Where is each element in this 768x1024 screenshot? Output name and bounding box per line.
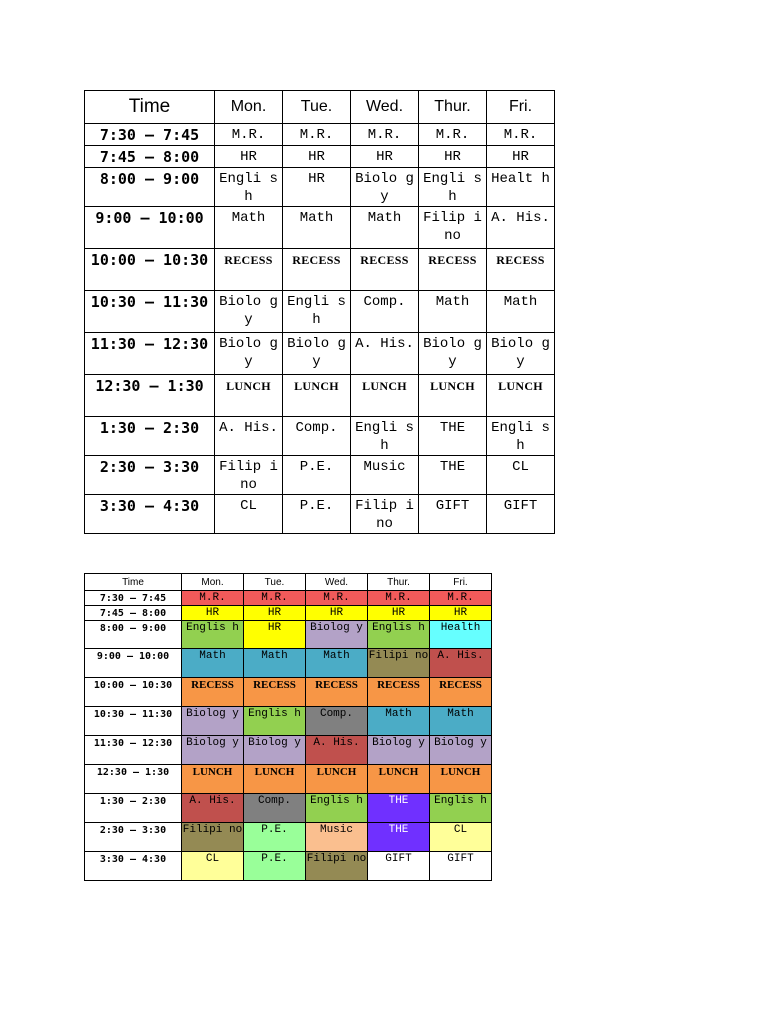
- header-thu: Thur.: [368, 574, 430, 591]
- table-row: [85, 794, 492, 823]
- subject-cell: RECESS: [430, 678, 492, 707]
- subject-cell: LUNCH: [368, 765, 430, 794]
- subject-cell: M.R.: [487, 124, 555, 146]
- table-row: [85, 375, 555, 417]
- time-slot: 12:30 – 1:30: [85, 765, 182, 794]
- table-row: [85, 606, 492, 621]
- table-row: [85, 736, 492, 765]
- subject-cell: GIFT: [487, 495, 555, 534]
- table-row: [85, 168, 555, 207]
- subject-cell: P.E.: [283, 456, 351, 495]
- subject-cell: Math: [306, 649, 368, 678]
- table-row: [85, 852, 492, 881]
- time-slot: 3:30 – 4:30: [85, 852, 182, 881]
- table-row: [85, 765, 492, 794]
- subject-cell: Math: [182, 649, 244, 678]
- subject-cell: Filipi no: [306, 852, 368, 881]
- header-fri: Fri.: [487, 91, 555, 124]
- subject-cell: Math: [419, 291, 487, 333]
- subject-cell: M.R.: [306, 591, 368, 606]
- subject-cell: CL: [430, 823, 492, 852]
- subject-cell: A. His.: [487, 207, 555, 249]
- subject-cell: RECESS: [283, 249, 351, 291]
- subject-cell: M.R.: [244, 591, 306, 606]
- header-time: Time: [85, 91, 215, 124]
- table-header-row: [85, 91, 555, 124]
- table-header-row: [85, 574, 492, 591]
- time-slot: 8:00 – 9:00: [85, 621, 182, 649]
- time-slot: 2:30 – 3:30: [85, 823, 182, 852]
- subject-cell: M.R.: [215, 124, 283, 146]
- subject-cell: Engli sh: [419, 168, 487, 207]
- time-slot: 2:30 – 3:30: [85, 456, 215, 495]
- time-slot: 1:30 – 2:30: [85, 417, 215, 456]
- subject-cell: A. His.: [182, 794, 244, 823]
- subject-cell: Comp.: [244, 794, 306, 823]
- subject-cell: Englis h: [430, 794, 492, 823]
- table-row: [85, 146, 555, 168]
- subject-cell: HR: [368, 606, 430, 621]
- subject-cell: Biolog y: [306, 621, 368, 649]
- subject-cell: Filipi no: [182, 823, 244, 852]
- subject-cell: LUNCH: [283, 375, 351, 417]
- subject-cell: HR: [487, 146, 555, 168]
- subject-cell: Comp.: [306, 707, 368, 736]
- table-row: [85, 678, 492, 707]
- table-row: [85, 707, 492, 736]
- subject-cell: Biolo gy: [351, 168, 419, 207]
- subject-cell: HR: [215, 146, 283, 168]
- subject-cell: Biolo gy: [215, 333, 283, 375]
- subject-cell: P.E.: [244, 823, 306, 852]
- subject-cell: Filip ino: [215, 456, 283, 495]
- table-row: [85, 333, 555, 375]
- table-row: [85, 249, 555, 291]
- header-wed: Wed.: [306, 574, 368, 591]
- subject-cell: HR: [419, 146, 487, 168]
- subject-cell: Music: [306, 823, 368, 852]
- subject-cell: Englis h: [306, 794, 368, 823]
- table-row: [85, 291, 555, 333]
- subject-cell: RECESS: [244, 678, 306, 707]
- subject-cell: Englis h: [368, 621, 430, 649]
- time-slot: 7:30 – 7:45: [85, 124, 215, 146]
- time-slot: 11:30 – 12:30: [85, 736, 182, 765]
- subject-cell: Biolog y: [244, 736, 306, 765]
- subject-cell: LUNCH: [182, 765, 244, 794]
- table-row: [85, 495, 555, 534]
- time-slot: 7:45 – 8:00: [85, 606, 182, 621]
- table-row: [85, 591, 492, 606]
- subject-cell: RECESS: [419, 249, 487, 291]
- subject-cell: Engli sh: [487, 417, 555, 456]
- subject-cell: LUNCH: [419, 375, 487, 417]
- time-slot: 8:00 – 9:00: [85, 168, 215, 207]
- subject-cell: A. His.: [351, 333, 419, 375]
- subject-cell: A. His.: [306, 736, 368, 765]
- table-row: [85, 621, 492, 649]
- subject-cell: THE: [419, 417, 487, 456]
- table-row: [85, 207, 555, 249]
- schedule-table-plain: [84, 90, 555, 534]
- subject-cell: Math: [368, 707, 430, 736]
- header-tue: Tue.: [244, 574, 306, 591]
- schedule-table-colored: [84, 573, 492, 881]
- subject-cell: HR: [244, 606, 306, 621]
- subject-cell: M.R.: [419, 124, 487, 146]
- subject-cell: M.R.: [430, 591, 492, 606]
- header-mon: Mon.: [215, 91, 283, 124]
- subject-cell: Math: [244, 649, 306, 678]
- subject-cell: Math: [430, 707, 492, 736]
- subject-cell: Math: [487, 291, 555, 333]
- table-row: [85, 823, 492, 852]
- time-slot: 3:30 – 4:30: [85, 495, 215, 534]
- header-tue: Tue.: [283, 91, 351, 124]
- header-mon: Mon.: [182, 574, 244, 591]
- subject-cell: Biolog y: [430, 736, 492, 765]
- subject-cell: P.E.: [244, 852, 306, 881]
- subject-cell: Englis h: [182, 621, 244, 649]
- subject-cell: Filipi no: [368, 649, 430, 678]
- subject-cell: A. His.: [430, 649, 492, 678]
- subject-cell: LUNCH: [430, 765, 492, 794]
- time-slot: 7:30 – 7:45: [85, 591, 182, 606]
- subject-cell: Englis h: [244, 707, 306, 736]
- subject-cell: HR: [351, 146, 419, 168]
- time-slot: 7:45 – 8:00: [85, 146, 215, 168]
- subject-cell: RECESS: [368, 678, 430, 707]
- time-slot: 10:30 – 11:30: [85, 291, 215, 333]
- subject-cell: Biolo gy: [487, 333, 555, 375]
- table-row: [85, 456, 555, 495]
- header-wed: Wed.: [351, 91, 419, 124]
- time-slot: 1:30 – 2:30: [85, 794, 182, 823]
- subject-cell: LUNCH: [351, 375, 419, 417]
- subject-cell: Health: [430, 621, 492, 649]
- header-time: Time: [85, 574, 182, 591]
- subject-cell: Comp.: [351, 291, 419, 333]
- subject-cell: Engli sh: [215, 168, 283, 207]
- subject-cell: HR: [244, 621, 306, 649]
- time-slot: 10:30 – 11:30: [85, 707, 182, 736]
- subject-cell: P.E.: [283, 495, 351, 534]
- subject-cell: GIFT: [419, 495, 487, 534]
- table-row: [85, 417, 555, 456]
- subject-cell: CL: [182, 852, 244, 881]
- subject-cell: Biolog y: [182, 736, 244, 765]
- subject-cell: Engli sh: [351, 417, 419, 456]
- subject-cell: Biolog y: [182, 707, 244, 736]
- subject-cell: HR: [283, 146, 351, 168]
- subject-cell: Healt h: [487, 168, 555, 207]
- table-row: [85, 649, 492, 678]
- subject-cell: RECESS: [215, 249, 283, 291]
- subject-cell: Music: [351, 456, 419, 495]
- subject-cell: Biolo gy: [215, 291, 283, 333]
- time-slot: 11:30 – 12:30: [85, 333, 215, 375]
- subject-cell: THE: [368, 823, 430, 852]
- subject-cell: Biolog y: [368, 736, 430, 765]
- subject-cell: HR: [182, 606, 244, 621]
- subject-cell: M.R.: [368, 591, 430, 606]
- time-slot: 12:30 – 1:30: [85, 375, 215, 417]
- subject-cell: THE: [419, 456, 487, 495]
- subject-cell: THE: [368, 794, 430, 823]
- subject-cell: HR: [306, 606, 368, 621]
- subject-cell: M.R.: [351, 124, 419, 146]
- subject-cell: RECESS: [487, 249, 555, 291]
- subject-cell: M.R.: [182, 591, 244, 606]
- subject-cell: LUNCH: [306, 765, 368, 794]
- time-slot: 10:00 – 10:30: [85, 249, 215, 291]
- subject-cell: Biolo gy: [419, 333, 487, 375]
- subject-cell: Math: [215, 207, 283, 249]
- subject-cell: Biolo gy: [283, 333, 351, 375]
- subject-cell: A. His.: [215, 417, 283, 456]
- subject-cell: Math: [283, 207, 351, 249]
- subject-cell: RECESS: [351, 249, 419, 291]
- time-slot: 9:00 – 10:00: [85, 207, 215, 249]
- subject-cell: GIFT: [430, 852, 492, 881]
- subject-cell: CL: [215, 495, 283, 534]
- subject-cell: RECESS: [306, 678, 368, 707]
- subject-cell: M.R.: [283, 124, 351, 146]
- header-fri: Fri.: [430, 574, 492, 591]
- subject-cell: HR: [283, 168, 351, 207]
- subject-cell: Filip ino: [419, 207, 487, 249]
- time-slot: 10:00 – 10:30: [85, 678, 182, 707]
- subject-cell: LUNCH: [215, 375, 283, 417]
- subject-cell: Filip ino: [351, 495, 419, 534]
- subject-cell: Engli sh: [283, 291, 351, 333]
- subject-cell: LUNCH: [244, 765, 306, 794]
- header-thu: Thur.: [419, 91, 487, 124]
- table-row: [85, 124, 555, 146]
- subject-cell: RECESS: [182, 678, 244, 707]
- subject-cell: LUNCH: [487, 375, 555, 417]
- time-slot: 9:00 – 10:00: [85, 649, 182, 678]
- subject-cell: CL: [487, 456, 555, 495]
- subject-cell: Math: [351, 207, 419, 249]
- subject-cell: GIFT: [368, 852, 430, 881]
- subject-cell: HR: [430, 606, 492, 621]
- subject-cell: Comp.: [283, 417, 351, 456]
